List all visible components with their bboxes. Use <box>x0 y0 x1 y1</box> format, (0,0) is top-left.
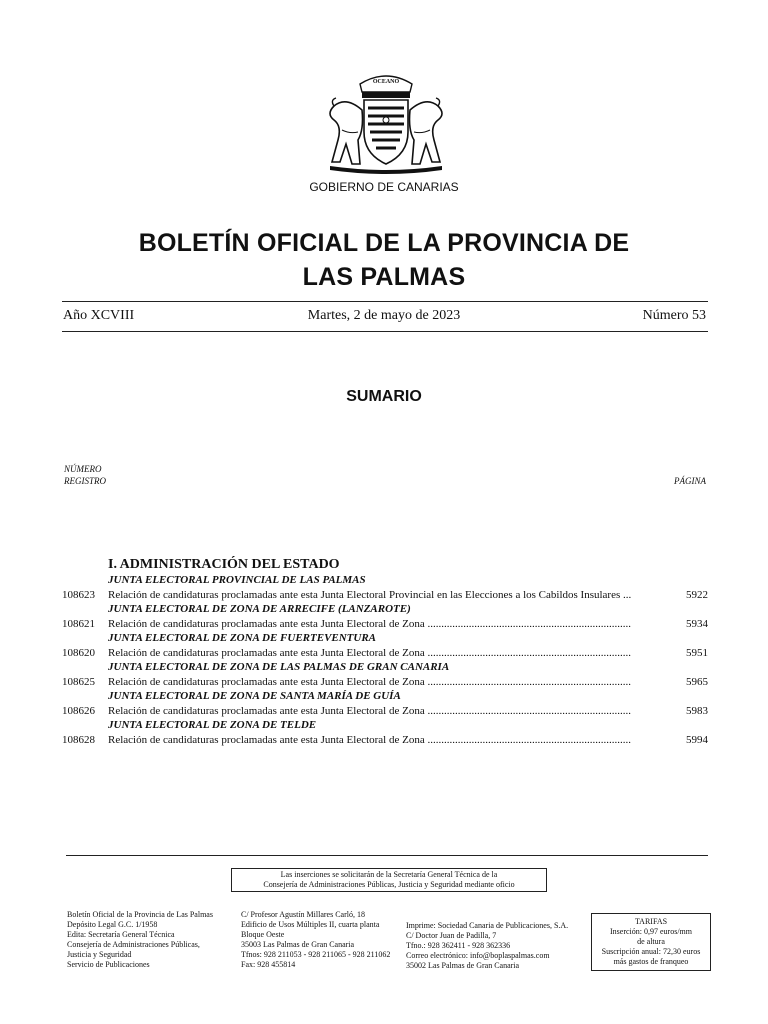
footer-address-info <box>241 910 403 970</box>
tarifas-line: de altura <box>637 937 665 946</box>
summary-heading: SUMARIO <box>346 388 422 405</box>
footer-publisher-info <box>67 910 235 970</box>
summary-entry <box>62 573 708 602</box>
entry-organism: JUNTA ELECTORAL DE ZONA DE SANTA MARÍA DE GUÍA <box>108 690 401 702</box>
entry-row[interactable] <box>62 675 708 690</box>
entry-organism: JUNTA ELECTORAL DE ZONA DE TELDE <box>108 719 317 731</box>
footer-line: Imprime: Sociedad Canaria de Publicaciones, S.A. <box>406 921 569 930</box>
footer-line: Boletín Oficial de la Provincia de Las Palmas <box>67 910 213 919</box>
footer-line: Bloque Oeste <box>241 930 285 939</box>
section-title: I. ADMINISTRACIÓN DEL ESTADO <box>108 557 340 572</box>
footer-email-line[interactable]: Correo electrónico: info@boplaspalmas.com <box>406 951 550 960</box>
tarifas-heading: TARIFAS <box>634 917 668 926</box>
summary-entry <box>62 689 708 718</box>
footer-line: 35003 Las Palmas de Gran Canaria <box>241 940 355 949</box>
entry-registry-number: 108625 <box>62 675 95 688</box>
entry-description: Relación de candidaturas proclamadas ante esta Junta Electoral de Zona .......................................................................... <box>108 617 631 630</box>
column-registry-label-line1: NÚMERO <box>64 464 102 474</box>
header-rule-top <box>62 301 708 302</box>
footer-line: Servicio de Publicaciones <box>67 960 150 969</box>
summary-entry <box>62 602 708 631</box>
entry-organism: JUNTA ELECTORAL DE ZONA DE ARRECIFE (LANZAROTE) <box>108 603 411 615</box>
header-rule-bottom <box>62 331 708 332</box>
issue-number: Número 53 <box>642 308 706 323</box>
footer-line: C/ Profesor Agustín Millares Carló, 18 <box>241 910 365 919</box>
footer-line: Depósito Legal G.C. 1/1958 <box>67 920 158 929</box>
footer-line: Fax: 928 455814 <box>241 960 296 969</box>
summary-entry <box>62 631 708 660</box>
entry-registry-number: 108628 <box>62 733 95 746</box>
footer-line: Justicia y Seguridad <box>67 950 132 959</box>
entry-registry-number: 108626 <box>62 704 95 717</box>
entry-row[interactable] <box>62 588 708 603</box>
footer-line: 35002 Las Palmas de Gran Canaria <box>406 961 520 970</box>
entry-row[interactable] <box>62 617 708 632</box>
entry-row[interactable] <box>62 733 708 748</box>
footer-printer-info <box>406 921 588 971</box>
entry-organism: JUNTA ELECTORAL PROVINCIAL DE LAS PALMAS <box>108 574 366 586</box>
coat-of-arms-emblem <box>312 70 460 180</box>
insertion-notice <box>231 868 547 892</box>
footer-line: C/ Doctor Juan de Padilla, 7 <box>406 931 497 940</box>
emblem-motto-text: OCEANO <box>372 79 400 85</box>
entry-row[interactable] <box>62 646 708 661</box>
summary-entries <box>62 573 708 747</box>
issue-year: Año XCVIII <box>63 308 135 323</box>
summary-entry <box>62 660 708 689</box>
entry-registry-number: 108620 <box>62 646 95 659</box>
entry-description: Relación de candidaturas proclamadas ante esta Junta Electoral Provincial en las Elecciones a los Cabildos Insulares ... <box>108 588 632 601</box>
footer-line: Edita: Secretaría General Técnica <box>67 930 175 939</box>
insertion-notice-line1: Las inserciones se solicitarán de la Secretaría General Técnica de la <box>280 870 498 879</box>
entry-organism: JUNTA ELECTORAL DE ZONA DE LAS PALMAS DE GRAN CANARIA <box>108 661 450 673</box>
entry-page: 5934 <box>686 617 708 630</box>
entry-registry-number: 108621 <box>62 617 95 630</box>
entry-description: Relación de candidaturas proclamadas ante esta Junta Electoral de Zona .......................................................................... <box>108 646 631 659</box>
entry-registry-number: 108623 <box>62 588 95 601</box>
insertion-notice-line2: Consejería de Administraciones Públicas, Justicia y Seguridad mediante oficio <box>263 880 515 889</box>
footer-line: Edificio de Usos Múltiples II, cuarta planta <box>241 920 380 929</box>
tarifas-line: Inserción: 0,97 euros/mm <box>610 927 692 936</box>
entry-page: 5922 <box>686 588 708 601</box>
column-registry-label-line2: REGISTRO <box>64 476 106 486</box>
bulletin-title-line2: LAS PALMAS <box>302 263 466 291</box>
tarifas-box <box>591 913 711 971</box>
entry-page: 5983 <box>686 704 708 717</box>
entry-description: Relación de candidaturas proclamadas ante esta Junta Electoral de Zona .......................................................................... <box>108 675 631 688</box>
summary-entry <box>62 718 708 747</box>
tarifas-line: Suscripción anual: 72,30 euros <box>601 947 701 956</box>
bulletin-title-line1: BOLETÍN OFICIAL DE LA PROVINCIA DE <box>138 229 630 257</box>
entry-description: Relación de candidaturas proclamadas ante esta Junta Electoral de Zona .......................................................................... <box>108 704 631 717</box>
bulletin-title <box>60 226 708 294</box>
tarifas-line: más gastos de franqueo <box>613 957 689 966</box>
issue-date: Martes, 2 de mayo de 2023 <box>307 308 461 323</box>
column-page-label: PÁGINA <box>674 476 706 486</box>
entry-description: Relación de candidaturas proclamadas ante esta Junta Electoral de Zona .......................................................................... <box>108 733 631 746</box>
entry-page: 5994 <box>686 733 708 746</box>
entry-page: 5965 <box>686 675 708 688</box>
government-name: GOBIERNO DE CANARIAS <box>309 180 459 194</box>
footer-line: Tfnos: 928 211053 - 928 211065 - 928 211062 <box>241 950 391 959</box>
column-registry-label <box>64 463 106 487</box>
entry-organism: JUNTA ELECTORAL DE ZONA DE FUERTEVENTURA <box>108 632 377 644</box>
entry-row[interactable] <box>62 704 708 719</box>
footer-line: Tfno.: 928 362411 - 928 362336 <box>406 941 511 950</box>
footer-line: Consejería de Administraciones Públicas, <box>67 940 200 949</box>
entry-page: 5951 <box>686 646 708 659</box>
footer-rule <box>66 855 708 856</box>
